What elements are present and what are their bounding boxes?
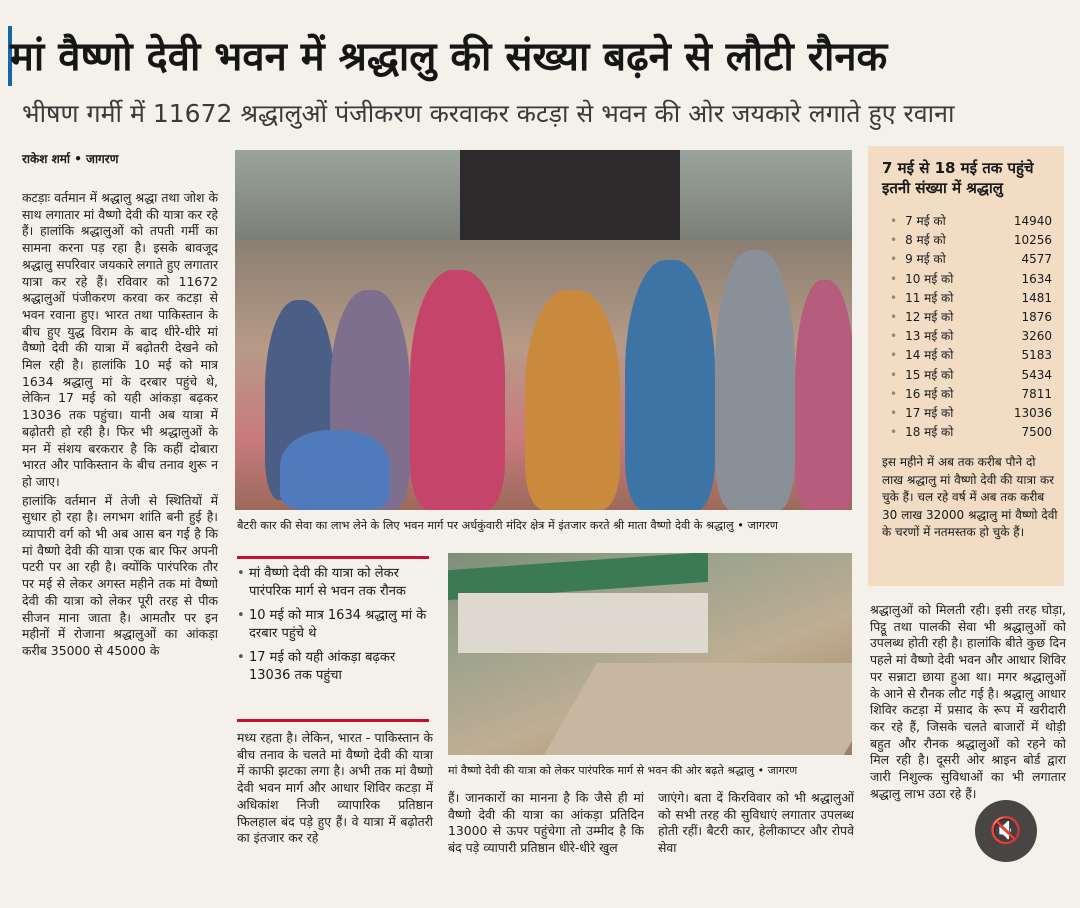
photo-pilgrims-on-route bbox=[448, 553, 852, 755]
highlight-item: • 17 मई को यही आंकड़ा बढ़कर 13036 तक पहुंचा bbox=[237, 649, 429, 685]
subheadline: भीषण गर्मी में 11672 श्रद्धालुओं पंजीकरण करवाकर कटड़ा से भवन की ओर जयकारे लगाते हुए रवाना bbox=[22, 99, 955, 128]
count-value: 3260 bbox=[1021, 329, 1052, 344]
count-value: 7500 bbox=[1021, 425, 1052, 440]
list-item bbox=[902, 423, 1052, 442]
count-value: 7811 bbox=[1021, 386, 1052, 401]
date-label: • 16 मई को bbox=[902, 385, 953, 404]
highlight-item: • मां वैष्णो देवी की यात्रा को लेकर पारंपरिक मार्ग से भवन तक रौनक bbox=[237, 565, 429, 601]
paragraph: मध्य रहता है। लेकिन, भारत - पाकिस्तान के बीच तनाव के चलते मां वैष्णो देवी की यात्रा में काफी झटका लगा है। अभी तक मां वैष्णो देवी भवन मार्ग और आधार शिविर कटड़ा में अधिकांश निजी व्यापारिक प्रतिष्ठान फिलहाल बंद पड़े हुए हैं। वे यात्रा में बढ़ोतरी का इंतजार कर रहे bbox=[237, 730, 433, 846]
date-label: • 18 मई को bbox=[902, 423, 953, 442]
list-item bbox=[902, 346, 1052, 365]
date-label: • 7 मई को bbox=[902, 212, 946, 231]
date-label: • 8 मई को bbox=[902, 231, 946, 250]
article-column-5 bbox=[870, 602, 1066, 892]
food-stall-sign bbox=[460, 150, 680, 240]
list-item bbox=[902, 250, 1052, 269]
stats-sidebar bbox=[868, 146, 1064, 586]
date-label: • 15 मई को bbox=[902, 366, 953, 385]
list-item bbox=[902, 404, 1052, 423]
paragraph: कटड़ाः वर्तमान में श्रद्धालु श्रद्धा तथा जोश के साथ लगातार मां वैष्णो देवी की यात्रा कर रहे हैं। हालांकि श्रद्धालुओं को तपती गर्मी का सामना करना पड़ रहा है। इसके बावजूद श्रद्धालु सपरिवार जयकारे लगाते हुए लगातार यात्रा कर रहे हैं। रविवार को 11672 श्रद्धालुओं पंजीकरण करवा कर कटड़ा से भवन रवाना हुए। भारत तथा पाकिस्तान के बीच हुए युद्ध विराम के बाद धीरे-धीरे मां वैष्णो देवी की यात्रा में बढ़ोतरी देखने को मिल रही है। हालांकि 10 मई को मात्र 1634 श्रद्धालु मां के दरबार पहुंचे थे, लेकिन 17 मई को यही आंकड़ा बढ़कर 13036 तक पहुंचा। यानी अब यात्रा में बढ़ोतरी हो रही है। फिर भी श्रद्धालुओं के मन में संशय बरकरार है कि कहीं दोबारा भारत और पाकिस्तान के बीच तनाव शुरू न हो जाए। bbox=[22, 190, 218, 489]
paragraph: हालांकि वर्तमान में तेजी से स्थितियों में सुधार हो रहा है। लगभग शांति बनी हुई है। व्यापारी वर्ग को भी अब आस बन गई है कि मां वैष्णो देवी की यात्रा एक बार फिर अपनी पटरी पर आ रही है। क्योंकि पारंपरिक तौर पर मई से लेकर अगस्त महीने तक मां वैष्णो देवी की यात्रा को लेकर पूरी तरह से पीक सीजन माना जाता है। आमतौर पर इन महीनों में रोजाना श्रद्धालुओं का आंकड़ा करीब 35000 से 45000 के bbox=[22, 492, 218, 658]
article-column-4 bbox=[658, 790, 854, 890]
date-label: • 10 मई को bbox=[902, 270, 953, 289]
photo-caption: बैटरी कार की सेवा का लाभ लेने के लिए भवन मार्ग पर अर्धकुंवारी मंदिर क्षेत्र में इंतजार करते श्री माता वैष्णो देवी के श्रद्धालु • जागरण bbox=[237, 519, 778, 532]
photo-pilgrims-waiting bbox=[235, 150, 852, 510]
headline: मां वैष्णो देवी भवन में श्रद्धालु की संख्या बढ़ने से लौटी रौनक bbox=[10, 34, 888, 80]
list-item bbox=[902, 270, 1052, 289]
list-item bbox=[902, 289, 1052, 308]
date-label: • 13 मई को bbox=[902, 327, 953, 346]
sidebar-title: 7 मई से 18 मई तक पहुंचे इतनी संख्या में श्रद्धालु bbox=[882, 159, 1034, 197]
list-item bbox=[902, 212, 1052, 231]
list-item bbox=[902, 366, 1052, 385]
highlights-box bbox=[237, 556, 429, 722]
date-label: • 9 मई को bbox=[902, 250, 946, 269]
photo-caption: मां वैष्णो देवी की यात्रा को लेकर पारंपरिक मार्ग से भवन की ओर बढ़ते श्रद्धालु • जागरण bbox=[448, 764, 798, 777]
count-value: 10256 bbox=[1013, 233, 1052, 248]
list-item bbox=[902, 231, 1052, 250]
paragraph: जाएंगे। बता दें किरविवार को भी श्रद्धालुओं को सभी तरह की सुविधाएं लगातार उपलब्ध होती रहीं। बैटरी कार, हेलीकाप्टर और रोपवे सेवा bbox=[658, 790, 854, 856]
date-label: • 14 मई को bbox=[902, 346, 953, 365]
article-column-2 bbox=[237, 730, 433, 890]
list-item bbox=[902, 385, 1052, 404]
list-item bbox=[902, 308, 1052, 327]
person bbox=[410, 270, 505, 510]
count-value: 5183 bbox=[1021, 348, 1052, 363]
date-label: • 11 मई को bbox=[902, 289, 953, 308]
byline: राकेश शर्मा • जागरण bbox=[22, 152, 119, 166]
paragraph: हैं। जानकारों का मानना है कि जैसे ही मां वैष्णो देवी की यात्रा का आंकड़ा प्रतिदिन 13000 से ऊपर पहुंचेगा तो उम्मीद है कि बंद पड़े व्यापारी प्रतिष्ठान धीरे-धीरे खुल bbox=[448, 790, 644, 856]
sidebar-note: इस महीने में अब तक करीब पौने दो लाख श्रद्धालु मां वैष्णो देवी की यात्रा कर चुके हैं। चल रहे वर्ष में अब तक करीब 30 लाख 32000 श्रद्धालु मां वैष्णो देवी के चरणों में नतमस्तक हो चुके हैं। bbox=[882, 455, 1058, 539]
person bbox=[625, 260, 715, 510]
mute-icon[interactable]: 🔇 bbox=[975, 800, 1037, 862]
pilgrim-path bbox=[539, 663, 852, 755]
person bbox=[525, 290, 620, 510]
article-column-1 bbox=[22, 190, 218, 890]
person bbox=[715, 250, 795, 510]
count-value: 1634 bbox=[1021, 271, 1052, 286]
daily-pilgrim-count-list bbox=[902, 212, 1052, 442]
person bbox=[795, 280, 852, 510]
count-value: 4577 bbox=[1021, 252, 1052, 267]
article-column-3 bbox=[448, 790, 644, 890]
paragraph: श्रद्धालुओं को मिलती रही। इसी तरह घोड़ा, पिट्ठू तथा पालकी सेवा भी श्रद्धालुओं को उपलब्ध होती रही है। हालांकि बीते कुछ दिन पहले मां वैष्णो देवी भवन और आधार शिविर पर सन्नाटा छाया हुआ था। मगर श्रद्धालुओं के आने से रौनक लौट गई है। श्रद्धालु आधार शिविर कटड़ा में प्रसाद के रूप में खरीदारी कर रहे हैं, जिसके चलते बाजारों में थोड़ी बहुत और रौनक श्रद्धालुओं को रहने को मिल रही है। दूसरी ओर श्राइन बोर्ड द्वारा जारी निशुल्क सुविधाओं का भी लगातार श्रद्धालु लाभ उठा रहे हैं। bbox=[870, 602, 1066, 801]
count-value: 13036 bbox=[1013, 406, 1052, 421]
count-value: 1481 bbox=[1021, 290, 1052, 305]
date-label: • 12 मई को bbox=[902, 308, 953, 327]
count-value: 1876 bbox=[1021, 310, 1052, 325]
date-label: • 17 मई को bbox=[902, 404, 953, 423]
building-wall bbox=[458, 593, 708, 653]
count-value: 14940 bbox=[1013, 214, 1052, 228]
count-value: 5434 bbox=[1021, 367, 1052, 382]
person bbox=[280, 430, 390, 510]
highlight-item: • 10 मई को मात्र 1634 श्रद्धालु मां के दरबार पहुंचे थे bbox=[237, 607, 429, 643]
list-item bbox=[902, 327, 1052, 346]
